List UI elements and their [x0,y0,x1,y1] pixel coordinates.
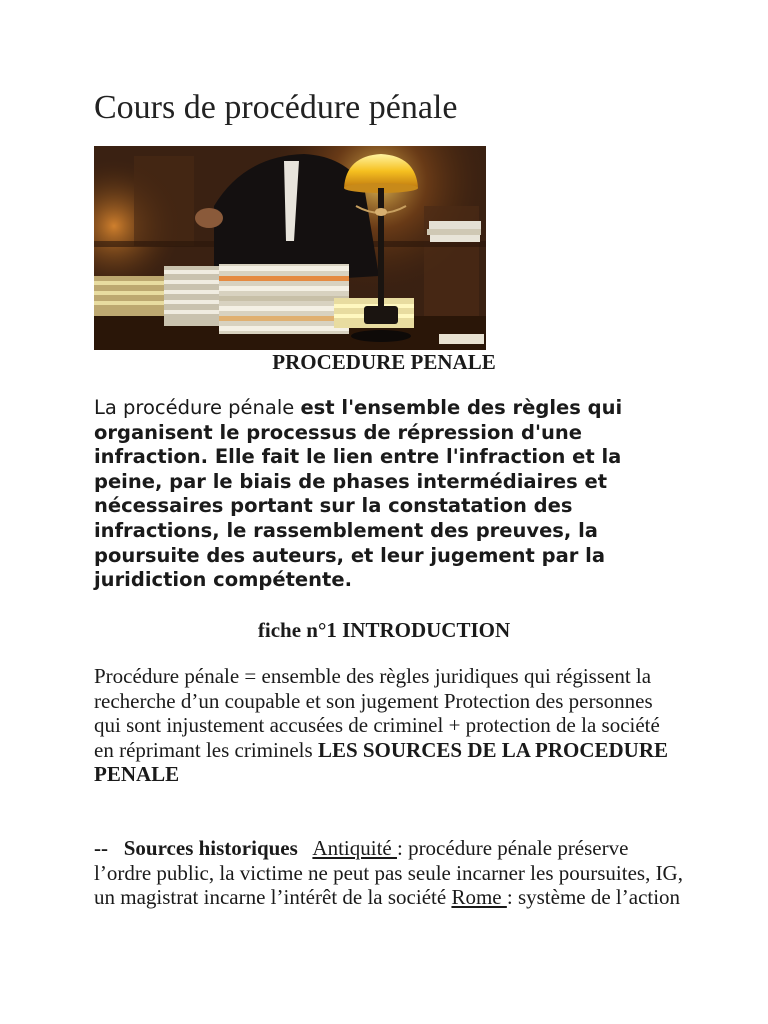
sources-historiques-label: Sources historiques [123,836,298,860]
sources-gap [298,836,313,860]
courtroom-photo-icon [94,146,486,350]
antiquite-link[interactable]: Antiquité [312,836,397,860]
antiquite-text: : procédure pénale préserve l’ordre public, la victime ne peut pas seule incarner les poursuites, IG, un magistrat incarne l’intérêt de la société [94,836,683,910]
definition-intro: La procédure pénale [94,396,301,419]
sources-paragraph [94,836,684,910]
courtroom-photo [94,146,486,350]
sources-heading: LES SOURCES DE LA PROCEDURE PENALE [94,737,669,787]
rome-text: : système de l’action [506,885,681,910]
definition-paragraph [94,396,684,593]
intro-paragraph-text: Procédure pénale = ensemble des règles juridiques qui régissent la recherche d’un coupable et son jugement Protection des personnes qui sont injustement accusées de criminel + protection de la société en réprimant les criminels [94,664,660,762]
section-heading-fiche: fiche n°1 INTRODUCTION [257,618,511,642]
intro-paragraph [94,664,684,787]
rome-link[interactable]: Rome [451,885,507,910]
section-heading-procedure-penale: PROCEDURE PENALE [272,350,496,374]
page-title: Cours de procédure pénale [94,89,458,126]
sources-dash: -- [94,836,124,860]
definition-bold-text: est l'ensemble des règles qui organisent le processus de répression d'une infraction. Elle fait le lien entre l'infraction et la peine, par le biais de phases intermédiaires et nécessaires portant sur la constatation des infractions, le rassemblement des preuves, la poursuite des auteurs, et leur jugement par la juridiction compétente. [94,396,623,592]
